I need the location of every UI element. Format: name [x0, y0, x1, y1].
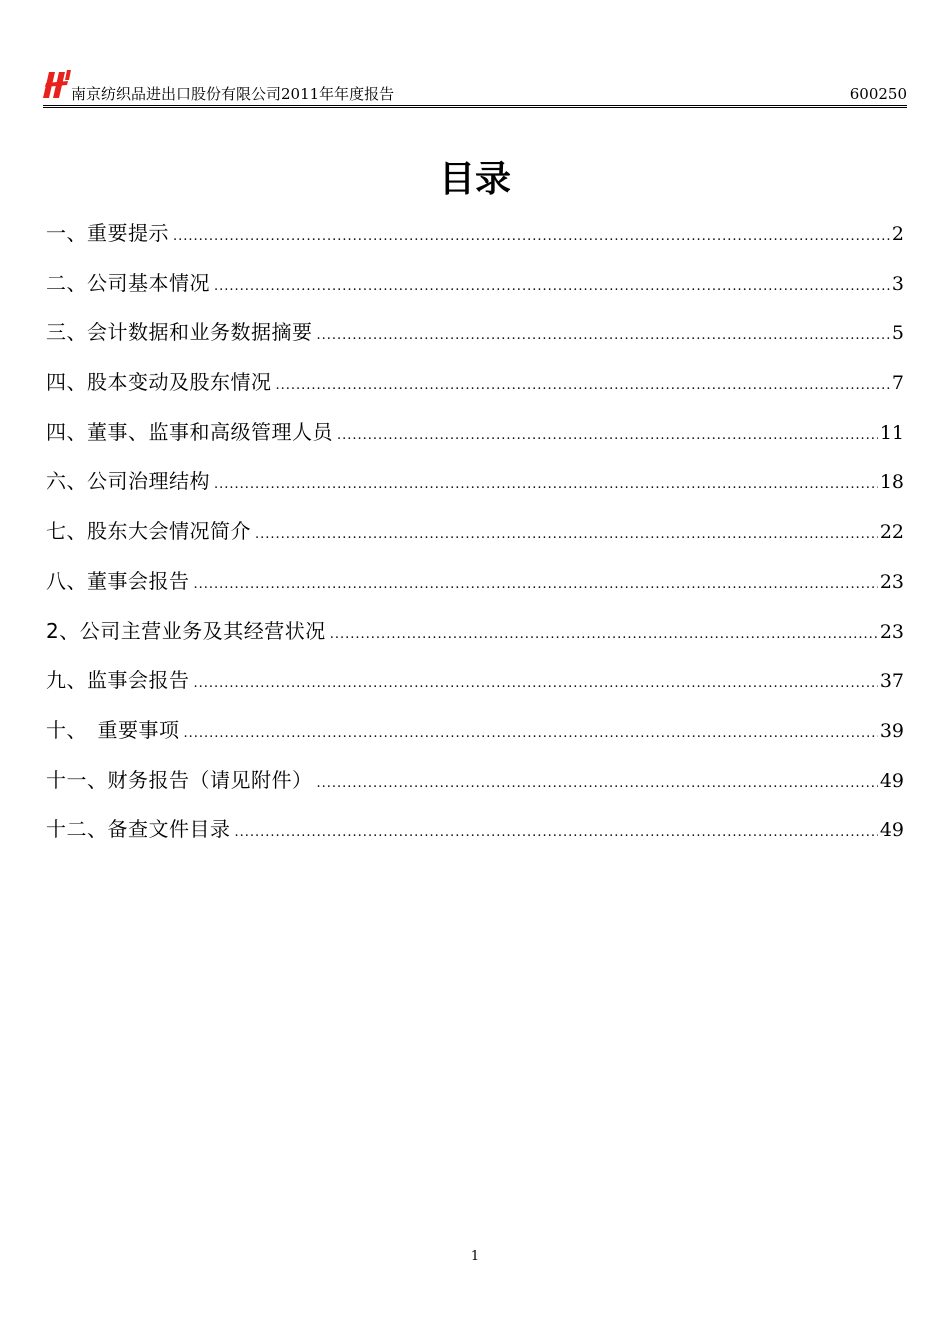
header-divider	[43, 105, 907, 108]
toc-title: 目录	[438, 158, 511, 200]
company-logo-icon	[43, 68, 71, 102]
toc-entry-page: 18	[879, 471, 904, 494]
toc-entry-page: 37	[879, 670, 904, 693]
toc-entry-label: 八、董事会报告	[46, 568, 190, 593]
toc-entry-page: 23	[879, 620, 904, 643]
toc-entry-label: 三、会计数据和业务数据摘要	[46, 320, 313, 345]
toc-entry-share-changes[interactable]	[46, 364, 904, 414]
toc-entry-page: 49	[879, 819, 904, 842]
header-stock-code: 600250	[849, 85, 907, 103]
toc-entry-label: 一、重要提示	[46, 221, 169, 245]
toc-leader-dots	[184, 716, 878, 752]
toc-entry-label: 九、监事会报告	[46, 668, 190, 693]
toc-entry-label: 2、公司主营业务及其经营状况	[46, 618, 326, 643]
toc-entry-important-notice[interactable]	[46, 215, 904, 265]
toc-entry-label: 十二、备查文件目录	[46, 817, 231, 842]
toc-leader-dots	[330, 617, 878, 653]
toc-entry-page: 11	[879, 421, 904, 444]
toc-entry-accounting-data[interactable]	[46, 314, 904, 364]
toc-entry-page: 49	[879, 769, 904, 792]
toc-entry-label: 十、 重要事项	[46, 717, 180, 742]
toc-leader-dots	[276, 368, 890, 404]
page-header	[43, 66, 907, 108]
toc-entry-shareholders-meeting[interactable]	[46, 513, 904, 563]
toc-leader-dots	[317, 766, 878, 802]
toc-leader-dots	[214, 269, 890, 305]
toc-entry-label: 二、公司基本情况	[46, 270, 210, 295]
toc-entry-financial-report[interactable]	[46, 762, 904, 812]
toc-entry-page: 23	[879, 570, 904, 593]
toc-leader-dots	[255, 517, 878, 553]
toc-leader-dots	[235, 815, 878, 851]
toc-leader-dots	[214, 467, 878, 503]
toc-entry-board-report[interactable]	[46, 563, 904, 613]
header-company-title: 南京纺织品进出口股份有限公司2011年年度报告	[71, 85, 395, 103]
toc-leader-dots	[173, 219, 890, 255]
toc-entry-page: 5	[891, 322, 904, 345]
toc-leader-dots	[194, 666, 878, 702]
toc-entry-label: 十一、财务报告（请见附件）	[46, 767, 313, 792]
toc-entry-supervisory-report[interactable]	[46, 662, 904, 712]
toc-entry-company-basics[interactable]	[46, 265, 904, 315]
toc-leader-dots	[337, 418, 878, 454]
toc-entry-label: 六、公司治理结构	[46, 469, 210, 494]
table-of-contents	[46, 215, 904, 861]
toc-entry-page: 2	[891, 223, 904, 245]
toc-entry-directors[interactable]	[46, 414, 904, 464]
footer-page-number: 1	[470, 1249, 480, 1264]
toc-entry-label: 四、股本变动及股东情况	[46, 370, 272, 395]
toc-entry-page: 7	[891, 372, 904, 395]
toc-entry-page: 22	[879, 521, 904, 544]
toc-entry-page: 3	[891, 272, 904, 295]
toc-entry-governance[interactable]	[46, 463, 904, 513]
toc-entry-reference-documents[interactable]	[46, 811, 904, 861]
toc-leader-dots	[194, 567, 878, 603]
toc-entry-label: 四、董事、监事和高级管理人员	[46, 419, 333, 444]
toc-entry-page: 39	[879, 719, 904, 742]
toc-entry-main-business[interactable]	[46, 613, 904, 663]
toc-leader-dots	[317, 318, 890, 354]
toc-entry-major-matters[interactable]	[46, 712, 904, 762]
toc-entry-label: 七、股东大会情况简介	[46, 519, 251, 544]
